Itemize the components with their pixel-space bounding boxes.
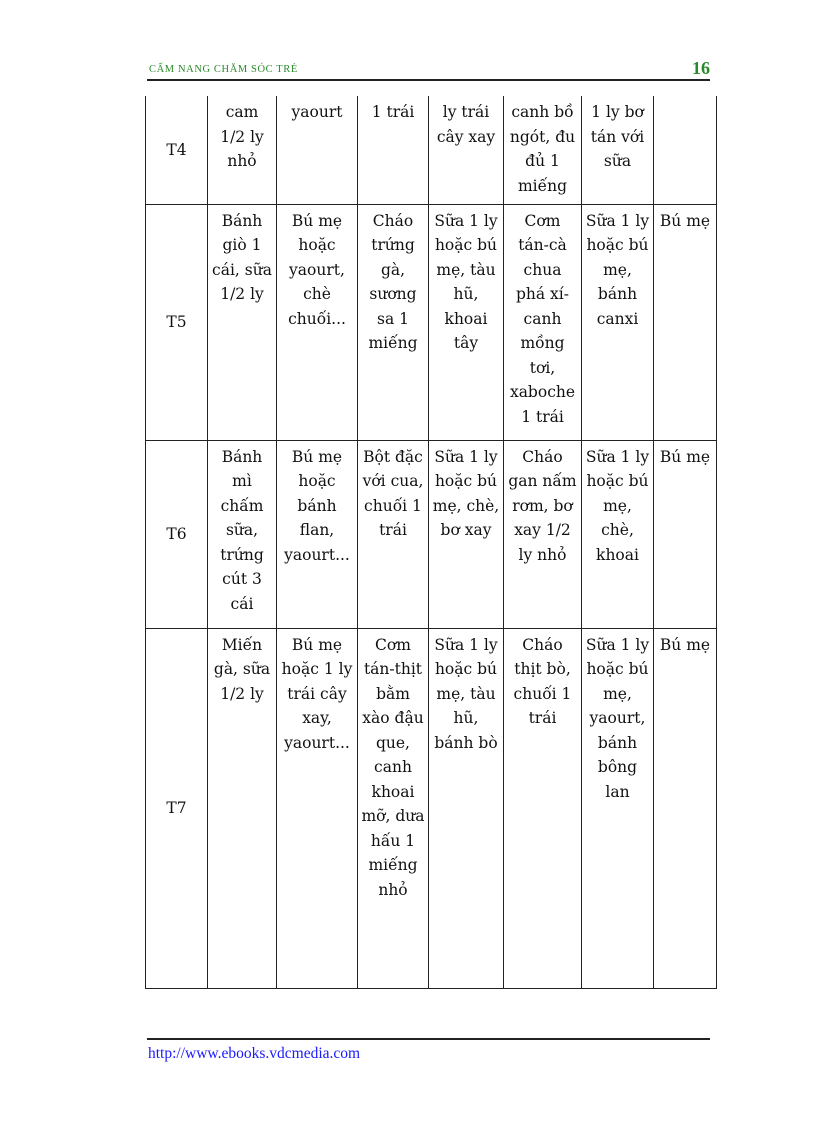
meal-cell: Bú mẹ [654, 440, 717, 628]
meal-cell: Bánh mì chấm sữa, trứng cút 3 cái [208, 440, 277, 628]
meal-cell: Sữa 1 ly hoặc bú mẹ, chè, khoai [582, 440, 654, 628]
meal-cell: Bú mẹ [654, 204, 717, 440]
table-row [146, 628, 717, 988]
meal-cell: Miến gà, sữa 1/2 ly [208, 628, 277, 988]
meal-cell: Cháo thịt bò, chuối 1 trái [504, 628, 582, 988]
table-row [146, 440, 717, 628]
meal-cell: Bánh giò 1 cái, sữa 1/2 ly [208, 204, 277, 440]
footer-rule [147, 1038, 710, 1040]
header-rule [147, 79, 710, 81]
day-cell: T6 [146, 440, 208, 628]
meal-cell: Bú mẹ hoặc bánh flan, yaourt... [277, 440, 358, 628]
meal-cell: Sữa 1 ly hoặc bú mẹ, tàu hũ, khoai tây [429, 204, 504, 440]
page-number: 16 [692, 58, 710, 78]
meal-cell: Bột đặc với cua, chuối 1 trái [358, 440, 429, 628]
meal-cell: 1 ly bơ tán với sữa [582, 96, 654, 204]
meal-cell: Sữa 1 ly hoặc bú mẹ, yaourt, bánh bông lan [582, 628, 654, 988]
running-header-title: CẨM NANG CHĂM SÓC TRẺ [149, 64, 298, 75]
day-cell: T7 [146, 628, 208, 988]
table-row [146, 96, 717, 204]
meal-cell: Cơm tán-thịt bằm xào đậu que, canh khoai mỡ, dưa hấu 1 miếng nhỏ [358, 628, 429, 988]
meal-cell: cam 1/2 ly nhỏ [208, 96, 277, 204]
meal-cell: ly trái cây xay [429, 96, 504, 204]
day-cell: T5 [146, 204, 208, 440]
meal-cell: Cháo gan nấm rơm, bơ xay 1/2 ly nhỏ [504, 440, 582, 628]
meal-cell: canh bồ ngót, đu đủ 1 miếng [504, 96, 582, 204]
footer-link[interactable]: http://www.ebooks.vdcmedia.com [148, 1045, 361, 1062]
meal-cell: Cháo trứng gà, sương sa 1 miếng [358, 204, 429, 440]
meal-cell: Sữa 1 ly hoặc bú mẹ, chè, bơ xay [429, 440, 504, 628]
meal-cell [654, 96, 717, 204]
meal-cell: Bú mẹ hoặc 1 ly trái cây xay, yaourt... [277, 628, 358, 988]
meal-cell: Bú mẹ hoặc yaourt, chè chuối... [277, 204, 358, 440]
meal-cell: 1 trái [358, 96, 429, 204]
meal-cell: Sữa 1 ly hoặc bú mẹ, bánh canxi [582, 204, 654, 440]
meal-cell: Sữa 1 ly hoặc bú mẹ, tàu hũ, bánh bò [429, 628, 504, 988]
table-row [146, 204, 717, 440]
meal-schedule-table [145, 96, 717, 989]
meal-cell: Bú mẹ [654, 628, 717, 988]
meal-cell: yaourt [277, 96, 358, 204]
day-cell: T4 [146, 96, 208, 204]
meal-cell: Cơm tán-cà chua phá xí-canh mồng tơi, xaboche 1 trái [504, 204, 582, 440]
